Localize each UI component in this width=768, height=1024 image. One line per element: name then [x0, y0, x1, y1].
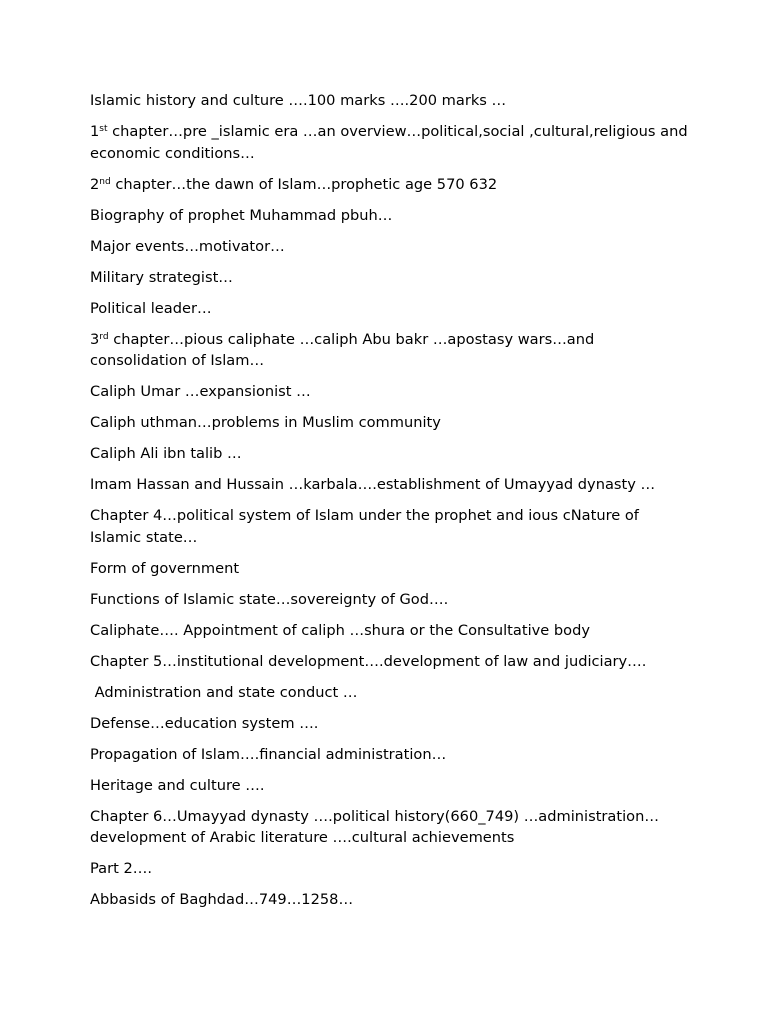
topic-paragraph	[90, 412, 690, 434]
paragraph-text: Heritage and culture ….	[90, 776, 265, 794]
paragraph-text: chapter…the dawn of Islam…prophetic age 570 632	[110, 175, 498, 193]
paragraph-text: Major events…motivator…	[90, 237, 285, 255]
topic-paragraph	[90, 381, 690, 403]
paragraph-text: Form of government	[90, 559, 240, 577]
ordinal-suffix: st	[99, 124, 108, 134]
paragraph-text: Propagation of Islam….financial administration…	[90, 745, 447, 763]
chapter-6-paragraph	[90, 806, 690, 849]
paragraph-text: Administration and state conduct …	[90, 683, 358, 701]
paragraph-text: Caliph uthman…problems in Muslim community	[90, 414, 441, 431]
document-title-line	[90, 90, 690, 112]
chapter-5-paragraph	[90, 651, 690, 673]
paragraph-text: Biography of prophet Muhammad pbuh…	[90, 206, 393, 224]
chapter-number: 1	[90, 123, 100, 140]
chapter-1-paragraph	[90, 121, 693, 164]
topic-paragraph	[90, 713, 690, 735]
paragraph-text: Islamic history and culture ….100 marks ….200 marks …	[90, 92, 507, 109]
ordinal-suffix: rd	[99, 331, 109, 342]
topic-paragraph	[90, 267, 690, 289]
document-body	[90, 90, 693, 920]
paragraph-text: Part 2….	[90, 860, 152, 877]
chapter-4-paragraph	[90, 505, 690, 548]
paragraph-text: Chapter 6…Umayyad dynasty ….political history(660_749) …administration…development of Arabic literature ….cultural achievements	[90, 807, 659, 846]
chapter-2-paragraph	[90, 174, 690, 196]
topic-paragraph	[90, 205, 690, 227]
paragraph-text: Caliphate…. Appointment of caliph …shura or the Consultative body	[90, 621, 590, 639]
paragraph-text: Caliph Umar …expansionist …	[90, 383, 311, 400]
paragraph-text: Imam Hassan and Hussain …karbala….establishment of Umayyad dynasty …	[90, 476, 656, 493]
paragraph-text: chapter…pre _islamic era …an overview…political,social ,cultural,religious and economic conditions…	[90, 123, 693, 162]
topic-paragraph	[90, 558, 690, 580]
topic-paragraph	[90, 744, 690, 766]
topic-paragraph	[90, 298, 690, 320]
paragraph-text: Chapter 4…political system of Islam under the prophet and ious cNature of Islamic state…	[90, 507, 644, 546]
topic-paragraph	[90, 236, 690, 258]
chapter-3-paragraph	[90, 329, 690, 372]
part-2-heading	[90, 858, 690, 880]
topic-paragraph	[90, 620, 690, 642]
topic-paragraph	[90, 443, 690, 465]
paragraph-text: Political leader…	[90, 299, 212, 317]
topic-paragraph	[90, 775, 690, 797]
topic-paragraph	[90, 589, 690, 611]
paragraph-text: Caliph Ali ibn talib …	[90, 445, 242, 462]
paragraph-text: Chapter 5…institutional development….development of law and judiciary….	[90, 652, 647, 670]
chapter-number: 2	[90, 175, 100, 193]
paragraph-text: chapter…pious caliphate …caliph Abu bakr …apostasy wars…and consolidation of Islam…	[90, 330, 599, 369]
topic-paragraph	[90, 474, 690, 496]
paragraph-text: Military strategist…	[90, 268, 233, 286]
topic-paragraph	[90, 682, 690, 704]
topic-paragraph	[90, 889, 690, 911]
paragraph-text: Defense…education system ….	[90, 714, 319, 732]
paragraph-text: Functions of Islamic state…sovereignty of God….	[90, 590, 449, 608]
paragraph-text: Abbasids of Baghdad…749…1258…	[90, 891, 354, 908]
chapter-number: 3	[90, 330, 100, 348]
ordinal-suffix: nd	[99, 176, 111, 187]
